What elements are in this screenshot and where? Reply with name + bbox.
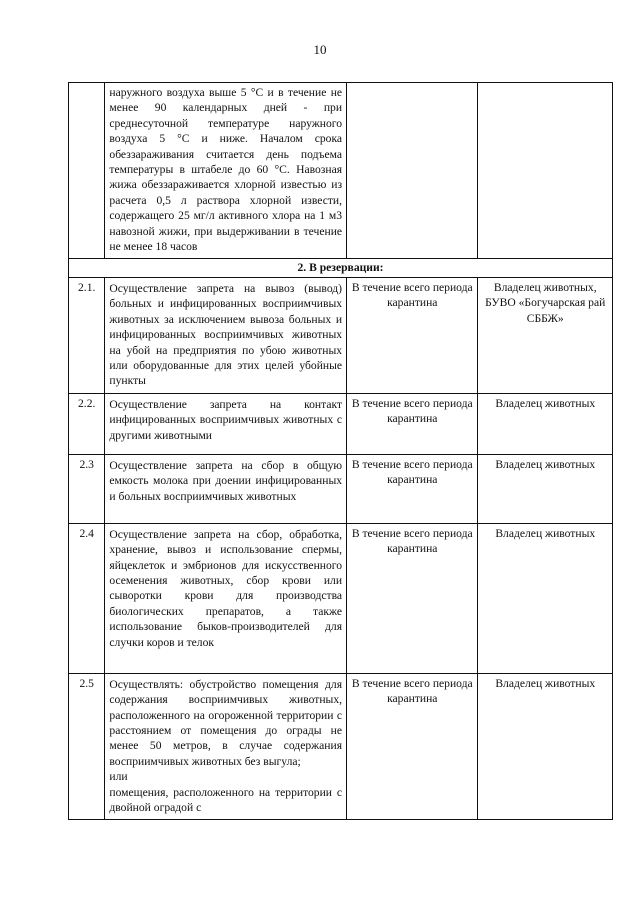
action-cell: наружного воздуха выше 5 °С и в течение не менее 90 календарных дней - при среднесуточной температуре наружного воздуха 5 °С и ниже. Началом срока обеззараживания считается день подъема температуры в штабеле до 60 °С. Навозная жижа обеззараживается хлорной известью из расчета 0,5 л раствора хлорной извести, содержащего 25 мг/л активного хлора на 1 м3 навозной жижи, при выдерживании в течение не менее 18 часов bbox=[105, 83, 347, 259]
responsible-cell: Владелец животных bbox=[478, 523, 613, 673]
term-cell: В течение всего периода карантина bbox=[347, 673, 478, 820]
responsible-cell: Владелец животных bbox=[478, 393, 613, 454]
action-cell bbox=[105, 673, 347, 820]
table-row bbox=[69, 393, 613, 454]
row-number-cell: 2.5 bbox=[69, 673, 105, 820]
responsible-cell: Владелец животных, БУВО «Богучарская рай СББЖ» bbox=[478, 277, 613, 393]
table-row bbox=[69, 277, 613, 393]
action-text-part2: помещения, расположенного на территории с двойной оградой с bbox=[109, 785, 343, 814]
action-cell: Осуществление запрета на сбор в общую емкость молока при доении инфицированных и больных восприимчивых животных bbox=[105, 454, 347, 523]
action-text-part1: Осуществлять: обустройство помещения для содержания восприимчивых животных, расположенного на огороженной территории с расстоянием от помещения до ограды не менее 50 метров, в случае содержания восприимчивых животных без выгула; bbox=[109, 677, 343, 768]
table-row bbox=[69, 673, 613, 820]
responsible-cell bbox=[478, 83, 613, 259]
quarantine-measures-table bbox=[68, 82, 613, 820]
term-cell bbox=[347, 83, 478, 259]
table-row bbox=[69, 523, 613, 673]
section-header-row bbox=[69, 259, 613, 277]
responsible-cell: Владелец животных bbox=[478, 454, 613, 523]
action-cell: Осуществление запрета на сбор, обработка, хранение, вывоз и использование спермы, яйцеклеток и эмбрионов для искусственного осеменения животных, сбор крови или сыворотки крови для производства биологических препаратов, а также использование быков-производителей для случки коров и телок bbox=[105, 523, 347, 673]
term-cell: В течение всего периода карантина bbox=[347, 454, 478, 523]
row-number-cell bbox=[69, 83, 105, 259]
row-number-cell: 2.4 bbox=[69, 523, 105, 673]
action-cell: Осуществление запрета на контакт инфицированных восприимчивых животных с другими животными bbox=[105, 393, 347, 454]
action-cell: Осуществление запрета на вывоз (вывод) больных и инфицированных восприимчивых животных за исключением вывоза больных и инфицированных восприимчивых животных на убой на предприятия по убою животных или оборудованные для этих целей убойные пункты bbox=[105, 277, 347, 393]
row-number-cell: 2.2. bbox=[69, 393, 105, 454]
page-number: 10 bbox=[313, 42, 327, 57]
action-text-or: или bbox=[109, 770, 128, 784]
responsible-cell: Владелец животных bbox=[478, 673, 613, 820]
term-cell: В течение всего периода карантина bbox=[347, 393, 478, 454]
table-row bbox=[69, 83, 613, 259]
table-row bbox=[69, 454, 613, 523]
section-title: 2. В резервации: bbox=[69, 259, 613, 277]
term-cell: В течение всего периода карантина bbox=[347, 277, 478, 393]
row-number-cell: 2.3 bbox=[69, 454, 105, 523]
row-number-cell: 2.1. bbox=[69, 277, 105, 393]
term-cell: В течение всего периода карантина bbox=[347, 523, 478, 673]
